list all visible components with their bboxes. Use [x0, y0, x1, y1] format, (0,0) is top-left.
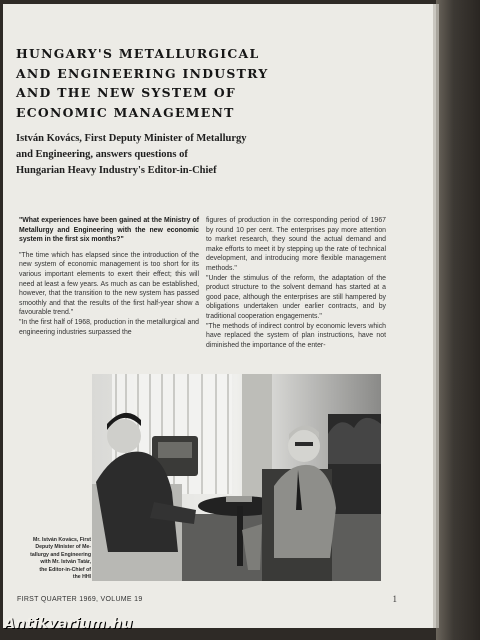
book-spine-shadow: [436, 0, 480, 640]
title-line-2: AND ENGINEERING INDUSTRY: [16, 65, 269, 81]
body-paragraph: "In the first half of 1968, production in the metallurgical and engineering industries surpassed the: [19, 318, 199, 336]
article-subtitle: [16, 131, 316, 179]
body-column-left: [19, 216, 199, 337]
page-footer: [17, 596, 397, 608]
caption-line: Mr. István Kovács, First: [33, 537, 91, 543]
issue-label: FIRST QUARTER 1969, VOLUME 19: [17, 596, 143, 603]
page-number: 1: [392, 594, 397, 604]
title-line-1: HUNGARY'S METALLURGICAL: [16, 46, 260, 61]
caption-line: with Mr. István Tatár,: [40, 559, 91, 566]
interview-photo: [92, 374, 381, 581]
magazine-page: [3, 4, 433, 628]
article-title: [16, 44, 316, 122]
subtitle-line-1: István Kovács, First Deputy Minister of Metallurgy: [16, 133, 247, 144]
radio-dial: [158, 442, 192, 458]
watermark-logo: Antikvarium.hu: [4, 616, 133, 632]
table-leg: [237, 506, 243, 566]
title-line-4: ECONOMIC MANAGEMENT: [16, 104, 235, 120]
body-paragraph: figures of production in the corresponding period of 1967 by round 10 per cent. The enterprises pay more attention to market research, they sound the actual demand and make efforts to meet it by stepping up the rate of technical development, and introducing more flexible management methods.": [206, 217, 386, 272]
body-paragraph: "The methods of indirect control by economic levers which have replaced the system of plan instructions, have not diminished the importance of the enter-: [206, 322, 386, 349]
caption-line: tallurgy and Engineering: [30, 551, 91, 558]
body-paragraph: "Under the stimulus of the reform, the adaptation of the product structure to the solvent demand has started at a good pace, although the enterprises are still hampered by obligations undertaken under earlier contracts, and by traditional cooperation engagements.": [206, 274, 386, 320]
ashtray: [226, 496, 252, 502]
body-column-right: [206, 216, 386, 350]
photo-caption: [19, 537, 91, 581]
subtitle-line-3: Hungarian Heavy Industry's Editor-in-Chief: [16, 165, 217, 176]
subtitle-line-2: and Engineering, answers questions of: [16, 149, 188, 160]
caption-line: the HHI: [72, 574, 91, 581]
interview-question: "What experiences have been gained at the Ministry of Metallurgy and Engineering with the new economic system in the first six months?": [19, 217, 199, 244]
photo-illustration: [92, 374, 381, 581]
body-paragraph: "The time which has elapsed since the introduction of the new system of economic management is too short for its various important elements to exert their effect; this will need at least a few years. As much as can be established, however, that the transition to the new system has passed smoothly and that the results of the first half-year show a favourable trend.": [19, 251, 199, 317]
caption-line: the Editor-in-Chief of: [39, 566, 91, 573]
title-line-3: AND THE NEW SYSTEM OF: [16, 85, 237, 100]
caption-line: Deputy Minister of Me-: [35, 544, 91, 551]
